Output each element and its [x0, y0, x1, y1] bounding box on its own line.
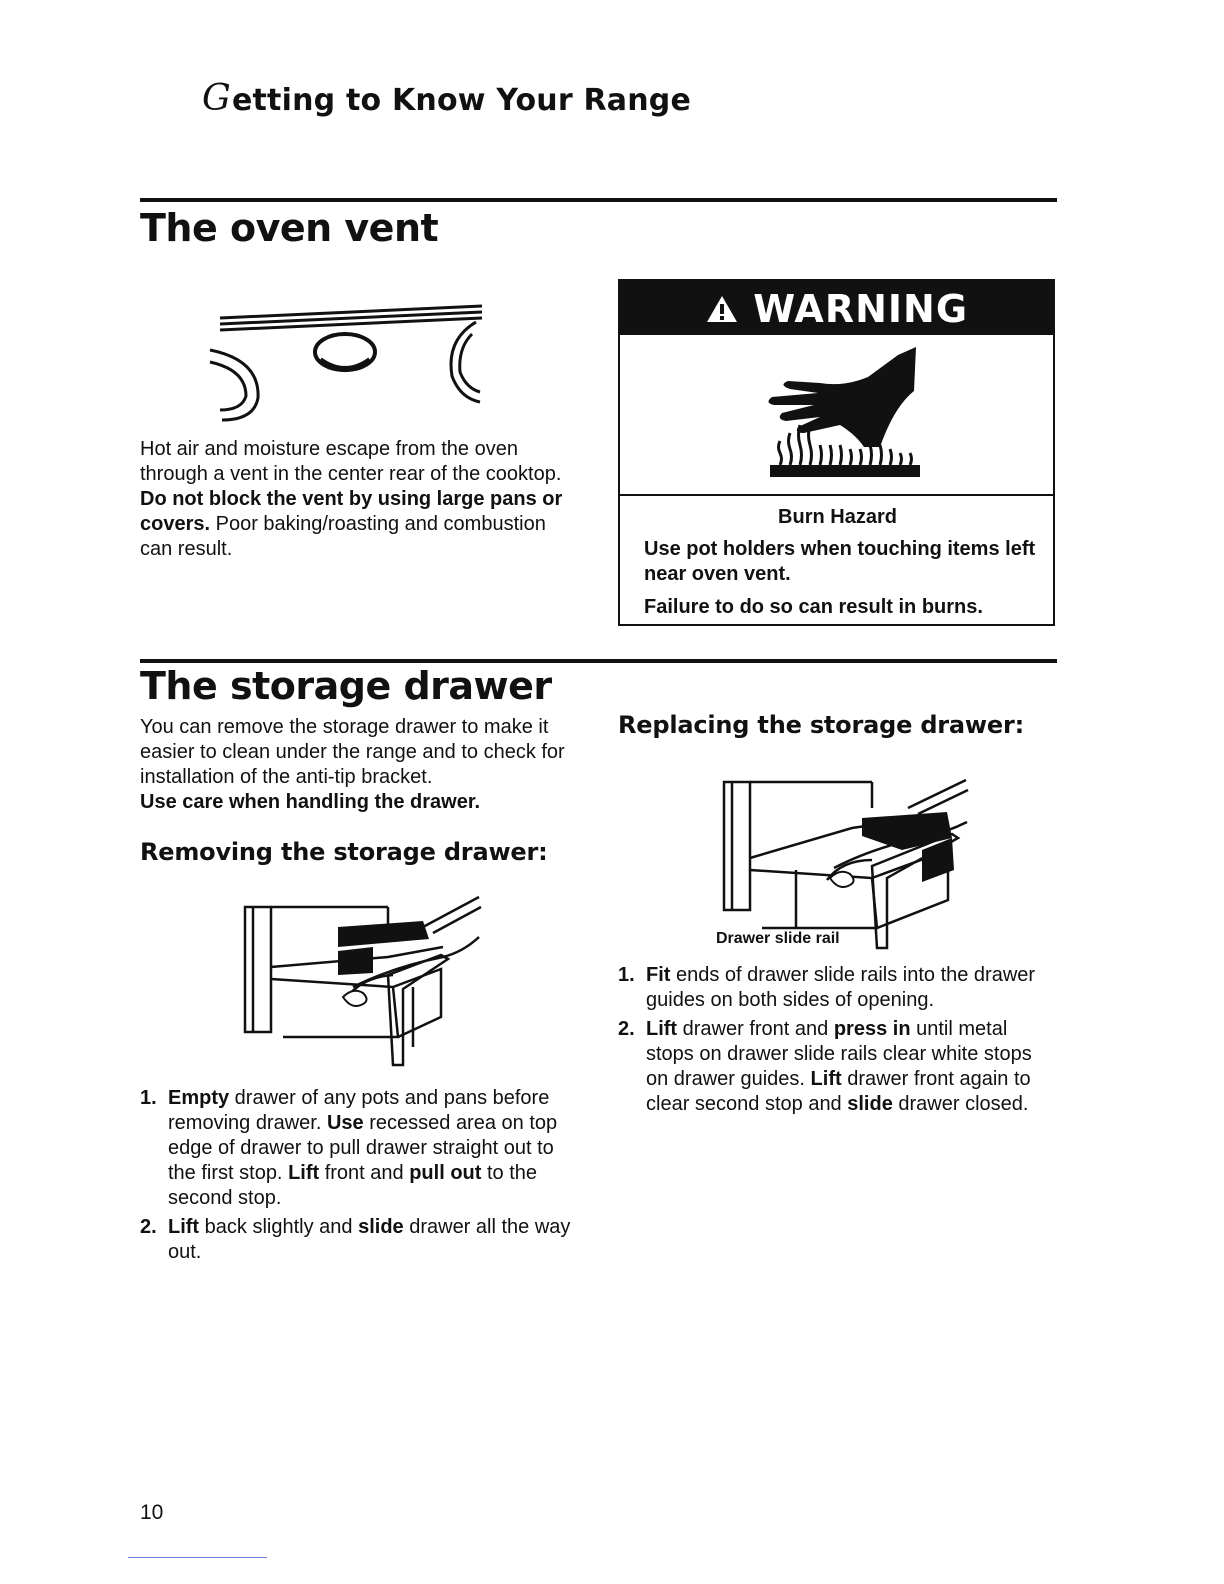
step-text-bold: Lift	[810, 1068, 842, 1090]
step-text-bold: Empty	[168, 1087, 230, 1109]
replacing-drawer-illustration	[722, 778, 972, 953]
step-text-run: ends of drawer slide rails into the drawer guides on both sides of opening.	[646, 964, 1036, 1011]
step-number: 1.	[140, 1087, 157, 1109]
step-text	[168, 1216, 570, 1263]
step-text-run: back slightly and	[199, 1216, 359, 1238]
storage-drawer-title: The storage drawer	[140, 664, 552, 708]
step-text-bold: slide	[847, 1093, 893, 1115]
warning-box	[618, 279, 1055, 626]
warning-triangle-icon	[705, 287, 753, 331]
step-text-run: front and	[319, 1162, 410, 1184]
step-text-run: until metal stops on drawer slide rails clear white stops on drawer guides.	[646, 1018, 1032, 1090]
replacing-step-2	[618, 1017, 1058, 1117]
section-rule-middle	[140, 659, 1057, 663]
replacing-steps-list	[618, 963, 1058, 1121]
removing-steps-list	[140, 1086, 580, 1269]
step-text	[646, 1018, 1032, 1115]
burn-hazard-title: Burn Hazard	[778, 506, 897, 528]
step-number: 2.	[618, 1018, 635, 1040]
step-number: 2.	[140, 1216, 157, 1238]
replacing-title: Replacing the storage drawer:	[618, 711, 1025, 739]
page-number: 10	[140, 1501, 164, 1524]
step-text-run: drawer of any pots and pans before removing drawer.	[168, 1087, 550, 1134]
step-text-run: drawer front and	[677, 1018, 834, 1040]
removing-title: Removing the storage drawer:	[140, 838, 548, 866]
removing-step-1	[140, 1086, 580, 1211]
removing-drawer-illustration	[243, 897, 483, 1067]
step-text-bold: slide	[358, 1216, 404, 1238]
step-text-run: drawer closed.	[892, 1093, 1029, 1115]
step-text-bold: Lift	[168, 1216, 200, 1238]
step-text-bold: press in	[833, 1018, 911, 1040]
step-text	[646, 964, 1035, 1011]
step-text-bold: Lift	[646, 1018, 678, 1040]
drawer-slide-rail-label: Drawer slide rail	[716, 930, 840, 947]
footer-line	[128, 1557, 267, 1558]
oven-vent-title: The oven vent	[140, 206, 439, 250]
step-text	[168, 1087, 557, 1209]
step-text-run: drawer front again to clear second stop and	[646, 1068, 1031, 1115]
step-text-bold: Fit	[646, 964, 671, 986]
warning-divider	[620, 494, 1053, 496]
chapter-title	[202, 78, 691, 119]
oven-vent-text-2: Poor baking/roasting and combustion can result.	[140, 513, 546, 560]
warning-line-1: Use pot holders when touching items left near oven vent.	[644, 538, 1036, 585]
storage-drawer-intro-text: You can remove the storage drawer to make it easier to clean under the range and to check for installation of the anti-tip bracket.	[140, 716, 565, 788]
warning-header-text: WARNING	[753, 287, 969, 331]
hot-surface-hand-icon	[748, 347, 928, 477]
storage-drawer-intro	[140, 715, 590, 815]
step-text-run: recessed area on top edge of drawer to pull drawer straight out to the first stop.	[168, 1112, 558, 1184]
warning-line-2: Failure to do so can result in burns.	[644, 596, 983, 618]
storage-drawer-intro-bold: Use care when handling the drawer.	[140, 791, 481, 813]
removing-step-2	[140, 1215, 580, 1265]
oven-vent-text-bold: Do not block the vent by using large pans or covers.	[140, 488, 563, 535]
warning-header	[620, 281, 1053, 335]
oven-vent-illustration	[210, 280, 490, 430]
step-text-bold: pull out	[409, 1162, 482, 1184]
oven-vent-paragraph	[140, 437, 580, 562]
step-text-run: drawer all the way out.	[168, 1216, 571, 1263]
step-text-bold: Lift	[288, 1162, 320, 1184]
chapter-title-initial: G	[202, 78, 231, 119]
oven-vent-text-1: Hot air and moisture escape from the oven through a vent in the center rear of the cooktop.	[140, 438, 562, 485]
step-number: 1.	[618, 964, 635, 986]
step-text-bold: Use	[326, 1112, 364, 1134]
replacing-step-1	[618, 963, 1058, 1013]
section-rule-top	[140, 198, 1057, 202]
chapter-title-rest: etting to Know Your Range	[231, 83, 692, 118]
step-text-run: to the second stop.	[168, 1162, 538, 1209]
